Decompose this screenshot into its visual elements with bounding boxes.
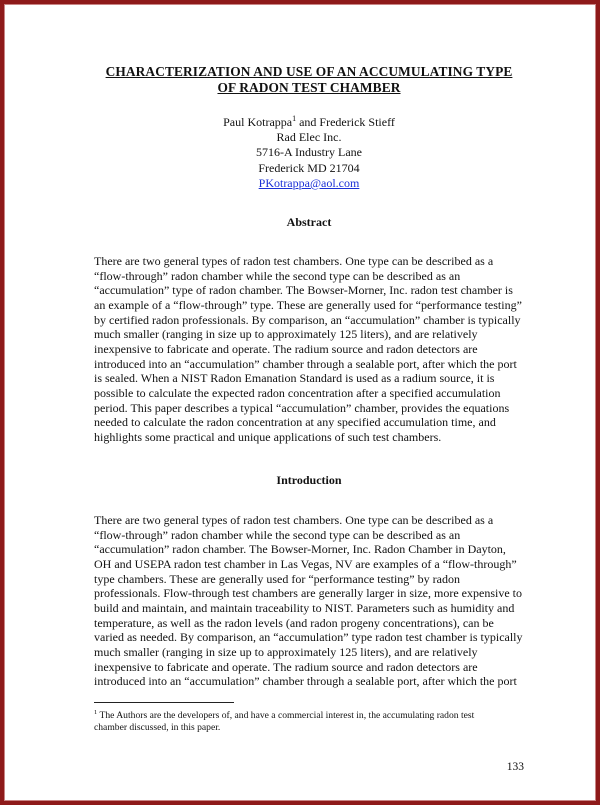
author-name-2: and Frederick Stieff (296, 115, 395, 129)
paper-title (84, 64, 534, 96)
paper-page (94, 4, 524, 809)
abstract-line: introduced into an “accumulation” chamber through a sealable port, after which the port (94, 356, 517, 371)
footnote (94, 710, 524, 734)
introduction-line: temperature, as well as the radon levels (and radon progeny concentrations), can be (94, 615, 494, 630)
abstract-line: inexpensive to fabricate and operate. The radium source and radon detectors are (94, 341, 478, 356)
author-name-1: Paul Kotrappa (223, 115, 293, 129)
abstract-line: period. This paper describes a typical “accumulation” chamber, provides the equations (94, 400, 510, 415)
author-address-city: Frederick MD 21704 (258, 160, 360, 175)
introduction-line: varied as needed. By comparison, an “accumulation” type radon test chamber is typically (94, 630, 523, 645)
footnote-text-1: The Authors are the developers of, and have a commercial interest in, the accumulating radon test (97, 710, 475, 721)
abstract-line: needed to calculate the radon concentration at any specified accumulation time, and (94, 415, 496, 430)
introduction-line: introduced into an “accumulation” chamber through a sealable port, after which the port (94, 674, 517, 689)
introduction-line: OH and USEPA radon test chamber in Las Vegas, NV are examples of a “flow-through” (94, 556, 517, 571)
author-organization: Rad Elec Inc. (276, 130, 342, 145)
abstract-line: is sealed. When a NIST Radon Emanation Standard is used as a radium source, it is (94, 371, 495, 386)
abstract-line: by certified radon professionals. By comparison, an “accumulation” chamber is typically (94, 312, 521, 327)
title-line-1: CHARACTERIZATION AND USE OF AN ACCUMULATING TYPE (105, 64, 513, 79)
introduction-line: build and maintain, and maintain traceability to NIST. Parameters such as humidity and (94, 600, 515, 615)
abstract-heading: Abstract (286, 215, 332, 229)
title-line-2: OF RADON TEST CHAMBER (217, 80, 401, 95)
author-address-street: 5716-A Industry Lane (256, 145, 362, 160)
footnote-line-1 (94, 710, 524, 722)
abstract-line: an example of a “flow-through” type. These are generally used for “performance testing” (94, 297, 522, 312)
introduction-line: There are two general types of radon test chambers. One type can be described as a (94, 513, 494, 527)
introduction-paragraph (94, 513, 524, 689)
author-names (94, 115, 524, 130)
author-block (94, 115, 524, 191)
introduction-line: much smaller (ranging in size up to approximately 125 liters), and are relatively (94, 644, 478, 659)
introduction-line: “flow-through” radon chamber while the second type can be described as an (94, 527, 461, 542)
footnote-rule (94, 702, 234, 703)
introduction-line: type chambers. These are generally used for “performance testing” by radon (94, 571, 460, 586)
abstract-line: much smaller (ranging in size up to approximately 125 liters), and are relatively (94, 327, 478, 342)
abstract-line: highlights some practical and unique applications of such test chambers. (94, 429, 442, 444)
abstract-line: “flow-through” radon chamber while the second type can be described as an (94, 268, 461, 283)
author-footnote-mark: 1 (292, 114, 297, 123)
author-email-link[interactable]: PKotrappa@aol.com (258, 175, 360, 190)
abstract-line: There are two general types of radon test chambers. One type can be described as a (94, 254, 494, 268)
abstract-paragraph (94, 254, 524, 445)
footnote-line-2: chamber discussed, in this paper. (94, 722, 221, 733)
abstract-line: “accumulation” type of radon chamber. The Bowser-Morner, Inc. radon test chamber is (94, 283, 513, 298)
footnote-mark: 1 (94, 708, 98, 716)
introduction-heading: Introduction (276, 473, 342, 487)
introduction-line: inexpensive to fabricate and operate. The radium source and radon detectors are (94, 659, 478, 674)
introduction-line: “accumulation” radon chamber. The Bowser-Morner, Inc. Radon Chamber in Dayton, (94, 542, 506, 557)
introduction-line: professionals. Flow-through test chambers are generally larger in size, more expensive to (94, 586, 522, 601)
abstract-line: possible to calculate the expected radon concentration after a specified accumulation (94, 385, 501, 400)
page-number: 133 (506, 761, 524, 773)
